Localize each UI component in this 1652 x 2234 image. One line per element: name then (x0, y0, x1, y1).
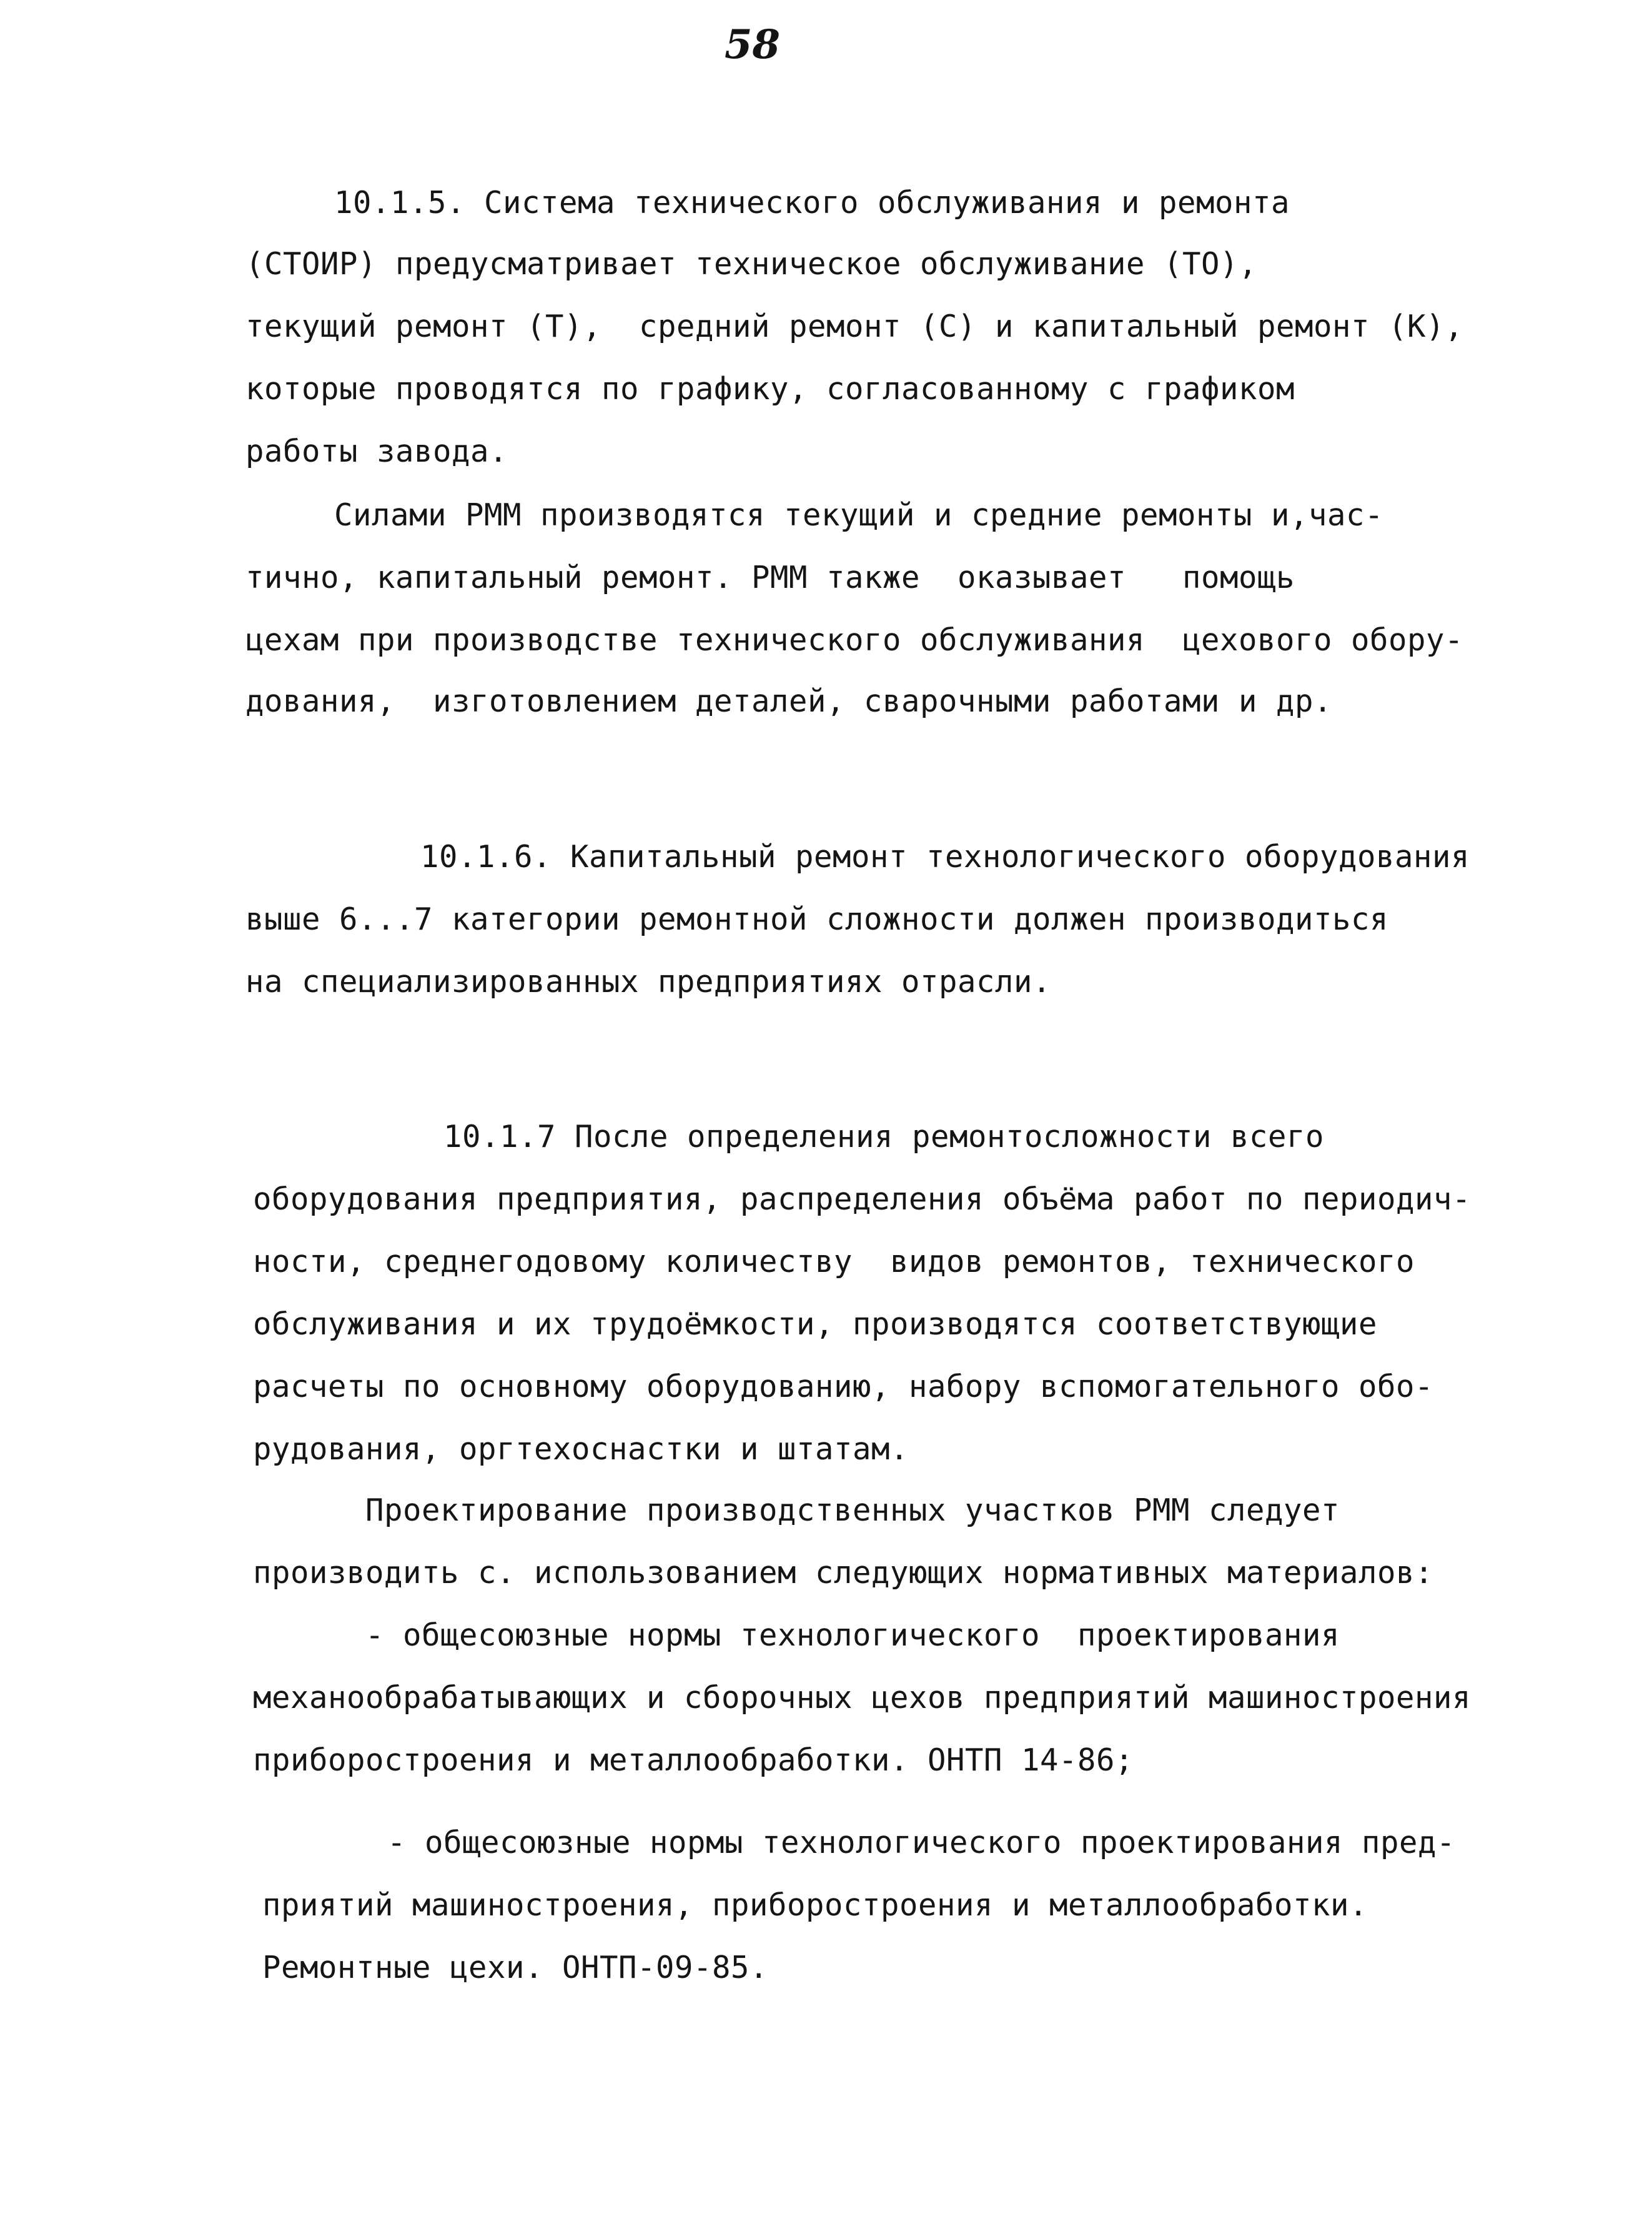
text-line: рудования, оргтехоснастки и штатам. (253, 1431, 909, 1467)
text-line: Ремонтные цехи. ОНТП-09-85. (262, 1950, 769, 1985)
text-line: которые проводятся по графику, согласованному с графиком (245, 371, 1295, 407)
text-line: выше 6...7 категории ремонтной сложности должен производиться (245, 901, 1389, 937)
text-line: - общесоюзные нормы технологического проектирования пред- (387, 1825, 1456, 1860)
text-line: приятий машиностроения, приборостроения и металлообработки. (262, 1887, 1368, 1923)
text-line: 10.1.6. Капитальный ремонт технологического оборудования (420, 839, 1470, 875)
text-line: на специализированных предприятиях отрасли. (245, 964, 1052, 1000)
text-line: Силами РММ производятся текущий и средние ремонты и,час- (334, 497, 1384, 533)
text-line: (СТОИР) предусматривает техническое обслуживание (ТО), (245, 246, 1258, 282)
text-line: Проектирование производственных участков РММ следует (365, 1492, 1340, 1528)
text-line: - общесоюзные нормы технологического проектирования (365, 1617, 1340, 1653)
text-line: расчеты по основному оборудованию, набору вспомогательного обо- (253, 1369, 1434, 1404)
text-line: дования, изготовлением деталей, сварочными работами и др. (245, 683, 1333, 719)
page-number: 58 (725, 21, 781, 68)
text-line: 10.1.7 После определения ремонтосложности всего (443, 1119, 1325, 1154)
text-line: тично, капитальный ремонт. РММ также оказывает помощь (245, 560, 1295, 595)
text-line: цехам при производстве технического обслуживания цехового обору- (245, 622, 1464, 658)
text-line: ности, среднегодовому количеству видов ремонтов, технического (253, 1244, 1415, 1279)
text-line: работы завода. (245, 434, 508, 469)
text-line: 10.1.5. Система технического обслуживания и ремонта (334, 185, 1290, 221)
text-line: производить с. использованием следующих нормативных материалов: (253, 1555, 1434, 1591)
text-line: приборостроения и металлообработки. ОНТП 14-86; (253, 1742, 1134, 1778)
text-line: текущий ремонт (Т), средний ремонт (С) и капитальный ремонт (К), (245, 309, 1464, 344)
text-line: оборудования предприятия, распределения объёма работ по периодич- (253, 1181, 1471, 1217)
text-line: обслуживания и их трудоёмкости, производятся соответствующие (253, 1306, 1378, 1342)
text-line: механообрабатывающих и сборочных цехов предприятий машиностроения (253, 1680, 1471, 1715)
